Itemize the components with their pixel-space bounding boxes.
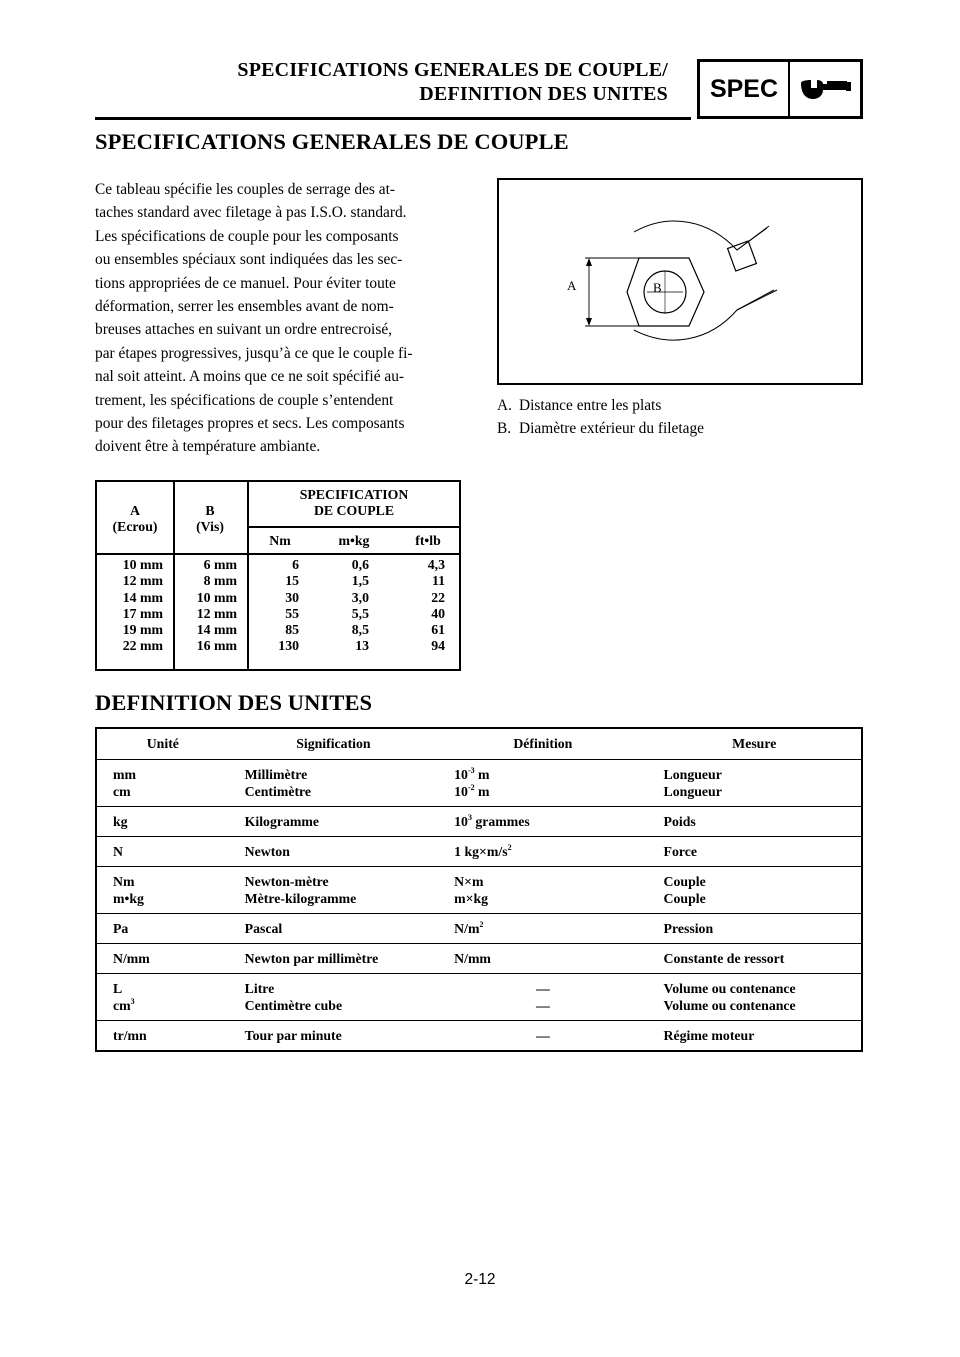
spec-badge-label: SPEC [700, 62, 790, 116]
table-row [96, 806, 862, 836]
unit-line: Pa [113, 920, 129, 936]
cell-measure [648, 836, 862, 866]
cell-meaning [229, 973, 438, 1020]
col-b-label: B [205, 503, 215, 518]
intro-paragraph [95, 178, 462, 459]
cell-ftlb: 40 [431, 605, 445, 621]
cell-b: 16 mm [196, 638, 237, 654]
meaning-line: Litre [244, 980, 275, 996]
definition-line: m×kg [454, 890, 489, 906]
cell-b: 10 mm [196, 589, 237, 605]
cell-mkg: 1,5 [351, 573, 369, 589]
caption-text: Distance entre les plats [519, 397, 662, 414]
cell-definition [438, 913, 647, 943]
header-title [237, 58, 668, 106]
header-meaning: Signification [229, 728, 438, 759]
measure-line: Longueur [663, 766, 722, 782]
caption-b [497, 417, 704, 440]
cell-b: 14 mm [196, 622, 237, 638]
cell-mkg: 5,5 [351, 605, 369, 621]
cell-a: 14 mm [122, 589, 163, 605]
cell-measure [648, 806, 862, 836]
meaning-line: Mètre-kilogramme [244, 890, 357, 906]
measure-line: Volume ou contenance [663, 980, 796, 996]
definition-line: — [535, 980, 550, 996]
meaning-line: Centimètre cube [244, 997, 343, 1013]
cell-ftlb: 61 [431, 622, 445, 638]
cell-measure [648, 866, 862, 913]
col-b-values [173, 557, 237, 655]
unit-line: Nm [113, 873, 135, 889]
cell-meaning [229, 836, 438, 866]
cell-nm: 15 [285, 573, 299, 589]
unit-line: L [113, 980, 123, 996]
cell-unit [96, 943, 229, 973]
cell-ftlb: 11 [431, 573, 445, 589]
definition-line: N×m [454, 873, 484, 889]
header-title-line2: DEFINITION DES UNITES [419, 83, 668, 105]
table-row [96, 866, 862, 913]
definition-line: $10^3$ grammes [454, 812, 530, 829]
col-b-sub: (Vis) [196, 519, 224, 534]
cell-nm: 55 [285, 605, 299, 621]
unit-nm-header: Nm [269, 533, 291, 548]
cell-a: 12 mm [122, 573, 163, 589]
cell-measure [648, 759, 862, 806]
meaning-line: Centimètre [244, 783, 312, 799]
cell-b: 8 mm [203, 573, 237, 589]
definition-line: — [535, 1027, 550, 1043]
intro-line: taches standard avec filetage à pas I.S.O. standard. [95, 204, 407, 222]
unit-line: m•kg [113, 890, 144, 906]
measure-line: Couple [663, 873, 706, 889]
cell-mkg: 3,0 [351, 589, 369, 605]
cell-mkg: 0,6 [351, 557, 369, 572]
meaning-line: Newton par millimètre [244, 950, 379, 966]
cell-mkg: 13 [355, 638, 369, 654]
measure-line: Pression [663, 920, 714, 936]
unit-line: N/mm [113, 950, 150, 966]
cell-nm: 30 [285, 589, 299, 605]
caption-text: Diamètre extérieur du filetage [519, 420, 705, 438]
cell-ftlb: 94 [431, 638, 445, 654]
col-nm-values [247, 557, 299, 655]
cell-definition [438, 759, 647, 806]
cell-meaning [229, 943, 438, 973]
cell-meaning [229, 806, 438, 836]
cell-definition [438, 943, 647, 973]
header-title-line1: SPECIFICATIONS GENERALES DE COUPLE/ [237, 59, 668, 81]
measure-line: Constante de ressort [663, 950, 785, 966]
header-rule [95, 117, 691, 120]
cell-nm: 6 [292, 557, 299, 572]
intro-line: Les spécifications de couple pour les composants [95, 227, 399, 245]
cell-measure [648, 913, 862, 943]
cell-b: 6 mm [203, 557, 237, 572]
caption-key: B. [497, 420, 512, 438]
table-row [96, 943, 862, 973]
measure-line: Régime moteur [663, 1027, 755, 1043]
label-a: A [567, 278, 577, 293]
caption-key: A. [497, 397, 512, 414]
cell-definition [438, 973, 647, 1020]
cell-unit [96, 1020, 229, 1051]
definition-line: N/mm [454, 950, 491, 966]
table-row [96, 973, 862, 1020]
col-a-sub: (Ecrou) [112, 519, 158, 534]
cell-measure [648, 973, 862, 1020]
col-a-values [97, 557, 163, 655]
unit-line: $cm^3$ [113, 996, 135, 1013]
intro-line: pour des filetages propres et secs. Les composants [95, 415, 405, 433]
cell-meaning [229, 759, 438, 806]
wrench-diagram [499, 180, 861, 383]
table-row [96, 836, 862, 866]
torque-wrench-icon [790, 62, 860, 116]
header-unit: Unité [96, 728, 229, 759]
intro-line: nal soit atteint. A moins que ce ne soit spécifié au- [95, 368, 405, 386]
intro-line: par étapes progressives, jusqu’à ce que le couple fi- [95, 344, 413, 362]
intro-line: tions appropriées de ce manuel. Pour éviter toute [95, 274, 396, 292]
table-row [96, 759, 862, 806]
table-row [96, 913, 862, 943]
measure-line: Couple [663, 890, 706, 906]
cell-a: 17 mm [122, 605, 163, 621]
spec-header-line2: DE COUPLE [313, 503, 395, 518]
definition-line: 1 $kg\times m/s^2$ [454, 842, 512, 859]
cell-b: 12 mm [196, 605, 237, 621]
cell-definition [438, 1020, 647, 1051]
cell-nm: 130 [278, 638, 299, 654]
meaning-line: Tour par minute [244, 1027, 342, 1043]
intro-line: Ce tableau spécifie les couples de serrage des at- [95, 181, 395, 198]
cell-meaning [229, 913, 438, 943]
cell-measure [648, 943, 862, 973]
meaning-line: Newton-mètre [244, 873, 329, 889]
measure-line: Poids [663, 813, 696, 829]
col-b-header [173, 503, 247, 535]
unit-line: tr/mn [113, 1027, 147, 1043]
cell-a: 19 mm [122, 622, 163, 638]
meaning-line: Millimètre [244, 766, 308, 782]
cell-a: 10 mm [122, 557, 163, 572]
unit-mkg-header: m•kg [338, 533, 370, 548]
cell-unit [96, 913, 229, 943]
meaning-line: Kilogramme [244, 813, 319, 829]
cell-unit [96, 973, 229, 1020]
intro-line: déformation, serrer les ensembles avant de nom- [95, 298, 394, 316]
unit-line: mm [113, 766, 136, 782]
meaning-line: Pascal [244, 920, 283, 936]
col-mkg-values [297, 557, 369, 655]
caption-a [497, 394, 704, 417]
unit-ftlb-header: ft•lb [415, 533, 441, 548]
section-title-torque: SPECIFICATIONS GENERALES DE COUPLE [95, 129, 569, 154]
measure-line: Longueur [663, 783, 722, 799]
definition-line: $N/m^2$ [454, 919, 484, 936]
cell-meaning [229, 1020, 438, 1051]
cell-definition [438, 806, 647, 836]
definition-line: $10^{-3}$ m [454, 765, 490, 782]
unit-line: cm [113, 783, 131, 799]
spec-header [247, 487, 461, 519]
intro-line: doivent être à température ambiante. [95, 438, 321, 456]
cell-definition [438, 866, 647, 913]
cell-nm: 85 [285, 622, 299, 638]
table-row [96, 1020, 862, 1051]
label-b: B [653, 280, 662, 295]
figure-captions [497, 394, 704, 440]
wrench-figure [497, 178, 863, 385]
cell-unit [96, 759, 229, 806]
cell-unit [96, 806, 229, 836]
cell-measure [648, 1020, 862, 1051]
spec-header-line1: SPECIFICATION [299, 487, 409, 502]
units-table [95, 727, 863, 1052]
cell-mkg: 8,5 [351, 622, 369, 638]
unit-line: N [113, 843, 123, 859]
col-a-label: A [130, 503, 140, 518]
intro-line: breuses attaches en suivant un ordre entrecroisé, [95, 321, 393, 339]
page-number: 2-12 [464, 1271, 496, 1288]
cell-a: 22 mm [122, 638, 163, 654]
cell-meaning [229, 866, 438, 913]
measure-line: Volume ou contenance [663, 997, 796, 1013]
section-title-units: DEFINITION DES UNITES [95, 690, 373, 715]
torque-table [95, 480, 461, 671]
cell-ftlb: 22 [431, 589, 445, 605]
intro-line: ou ensembles spéciaux sont indiquées das les sec- [95, 251, 403, 269]
definition-line: — [535, 997, 550, 1013]
col-ftlb-values [377, 557, 445, 655]
units-header-row [96, 728, 862, 759]
cell-unit [96, 836, 229, 866]
header-measure: Mesure [648, 728, 862, 759]
spec-badge [697, 59, 863, 119]
unit-line: kg [113, 813, 128, 829]
definition-line: $10^{-2}$ m [454, 782, 490, 799]
cell-definition [438, 836, 647, 866]
cell-unit [96, 866, 229, 913]
cell-ftlb: 4,3 [427, 557, 445, 572]
header-definition: Définition [438, 728, 647, 759]
intro-line: trement, les spécifications de couple s’entendent [95, 391, 394, 409]
measure-line: Force [663, 843, 697, 859]
col-a-header [97, 503, 173, 535]
meaning-line: Newton [244, 843, 290, 859]
